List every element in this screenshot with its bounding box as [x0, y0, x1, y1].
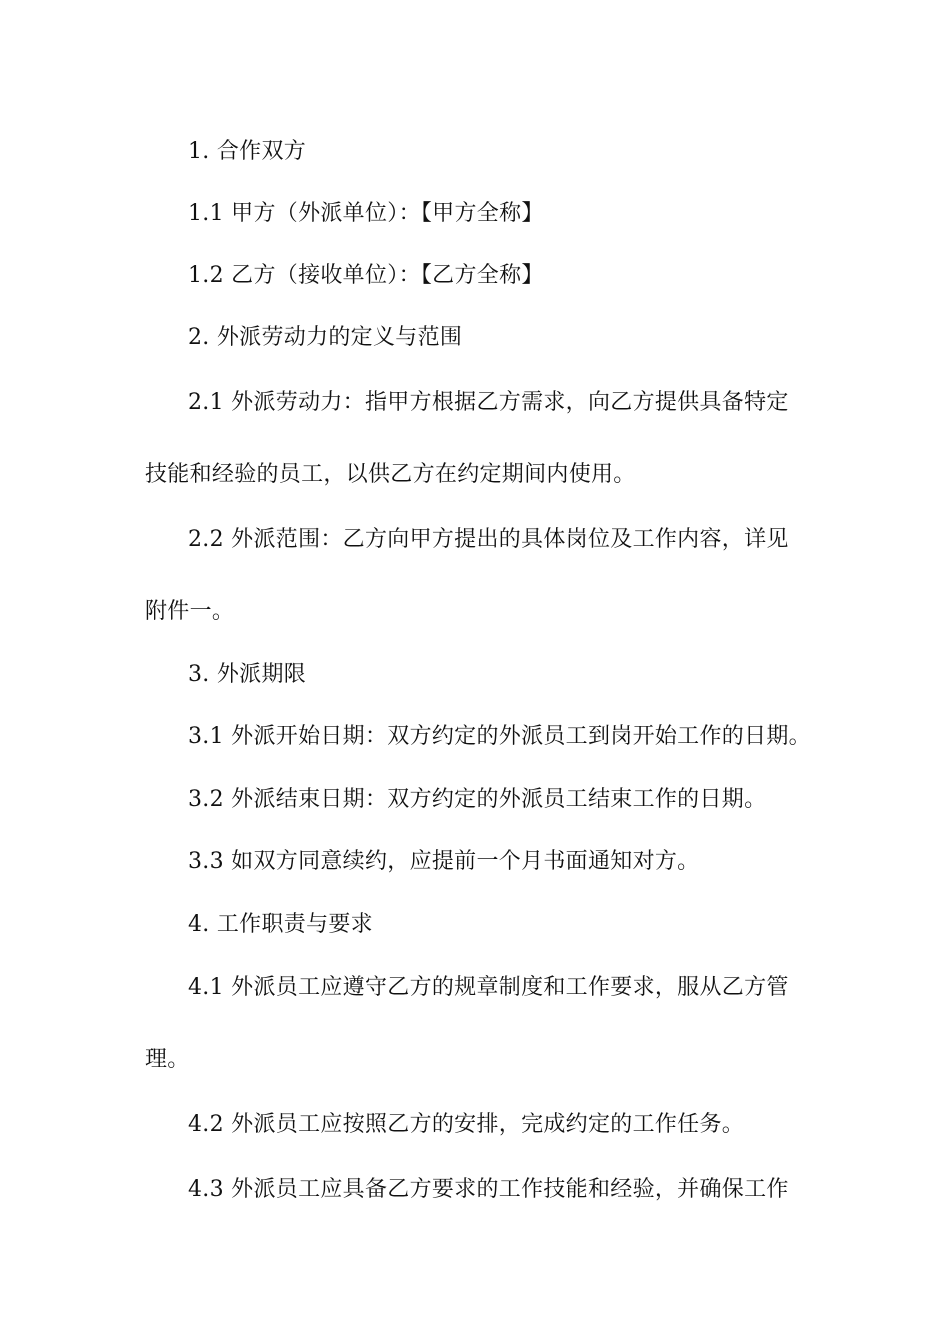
section-heading-4: 4. 工作职责与要求 — [188, 912, 373, 937]
clause-1-1: 1.1 甲方（外派单位）：【甲方全称】 — [188, 201, 544, 226]
clause-3-1: 3.1 外派开始日期：双方约定的外派员工到岗开始工作的日期。 — [188, 724, 811, 749]
section-heading-1: 1. 合作双方 — [188, 139, 307, 164]
clause-3-2: 3.2 外派结束日期：双方约定的外派员工结束工作的日期。 — [188, 787, 767, 812]
clause-4-1: 4.1 外派员工应遵守乙方的规章制度和工作要求，服从乙方管 — [188, 975, 789, 1000]
section-heading-2: 2. 外派劳动力的定义与范围 — [188, 325, 463, 350]
clause-2-2-continued: 附件一。 — [145, 599, 235, 624]
clause-1-2: 1.2 乙方（接收单位）：【乙方全称】 — [188, 263, 544, 288]
clause-4-2: 4.2 外派员工应按照乙方的安排，完成约定的工作任务。 — [188, 1112, 745, 1137]
clause-4-1-continued: 理。 — [145, 1047, 190, 1072]
section-heading-3: 3. 外派期限 — [188, 662, 307, 687]
clause-2-1-continued: 技能和经验的员工，以供乙方在约定期间内使用。 — [145, 462, 636, 487]
clause-2-1: 2.1 外派劳动力：指甲方根据乙方需求，向乙方提供具备特定 — [188, 390, 789, 415]
clause-4-3: 4.3 外派员工应具备乙方要求的工作技能和经验，并确保工作 — [188, 1177, 789, 1202]
clause-2-2: 2.2 外派范围：乙方向甲方提出的具体岗位及工作内容，详见 — [188, 527, 789, 552]
clause-3-3: 3.3 如双方同意续约，应提前一个月书面通知对方。 — [188, 849, 700, 874]
